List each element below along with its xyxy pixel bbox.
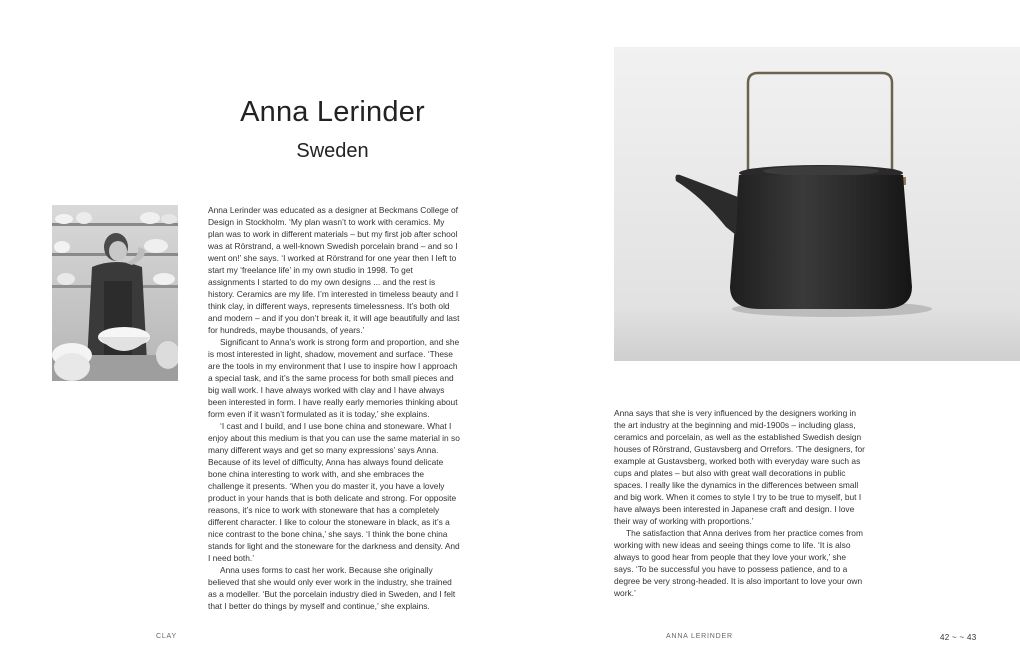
paragraph: Anna says that she is very influenced by the designers working in the art industry at the beginning and mid-1900s – including glass, ceramics and porcelain, as well as the established Swedish design houses of Rörstrand, Gustavsberg and Orrefors. ‘The designers, for example at Gustavsberg, worked both with everyday ware such as cups and plates – but also with great wall decorations in public spaces. I really like the dynamics in the differences between small and big work. When it comes to style I try to be true to myself, but I have always been interested in Japanese craft and design. I love their way of working with proportions.’ — [614, 408, 865, 526]
footer-section-label: CLAY — [156, 633, 177, 640]
paragraph: Anna Lerinder was educated as a designer at Beckmans College of Design in Stockholm. ‘My plan wasn’t to work with ceramics. My plan was to work in different materials – but my first job after school was at Rörstrand, a well-known Swedish porcelain brand – and so I went on!’ she says. ‘I worked at Rörstrand for one year then I left to start my ‘freelance life’ in my own studio in 1998. To get assignments I started to do my own designs ... and the rest is history. Ceramics are my life. I’m interested in timeless beauty and I think clay, in different ways, represents timelessness. It’s both old and modern – and if you don’t break it, it will age beautifully and last for hundreds, maybe thousands, of years.’ — [208, 205, 460, 335]
footer-chapter-label: ANNA LERINDER — [666, 633, 733, 640]
paragraph: ‘I cast and I build, and I use bone china and stoneware. What I enjoy about this medium is that you can use the same material in so many different ways and get so many expressions’ says Anna. Because of its level of difficulty, Anna has always found delicate bone china interesting to work with, and she embraces the challenge it presents. ‘When you do master it, you have a lovely product in your hands that is both delicate and strong. For opposite reasons, it’s nice to work with stoneware that has a completely different character. I like to colour the stoneware in black, as it’s a nice contrast to the bone china,’ she says. ‘I think the bone china stands for light and the stoneware for the darkness and density. And I need both.’ — [208, 421, 460, 563]
page-numbers: 42 ~ ~ 43 — [940, 633, 977, 642]
page-subtitle: Sweden — [296, 140, 369, 162]
page-title: Anna Lerinder — [240, 96, 425, 128]
paragraph: Significant to Anna’s work is strong form and proportion, and she is most interested in light, shadow, movement and surface. ‘These are the tools in my environment that I use to inspire how I approach a special task, and it’s the same process for both small pieces and big wall work. I have always worked with clay and I have always been interested in form. I have really early memories thinking about form even if it wasn’t formulated as it is today,’ she explains. — [208, 337, 460, 419]
body-column-left — [208, 204, 460, 612]
teapot-photo — [614, 47, 1020, 361]
portrait-photo — [52, 205, 178, 381]
paragraph: Anna uses forms to cast her work. Because she originally believed that she would only ever work in the industry, she trained as a modeller. ‘But the porcelain industry died in Sweden, and I felt that I better do things by myself and continue,’ she explains. — [208, 565, 456, 611]
paragraph: The satisfaction that Anna derives from her practice comes from working with new ideas and seeing things come to life. ‘It is also always to good hear from people that they love your work,’ she says. ‘To be successful you have to possess patience, and to a degree be very strong-headed. It is also important to love your own work.’ — [614, 528, 863, 598]
body-column-right — [614, 407, 866, 599]
